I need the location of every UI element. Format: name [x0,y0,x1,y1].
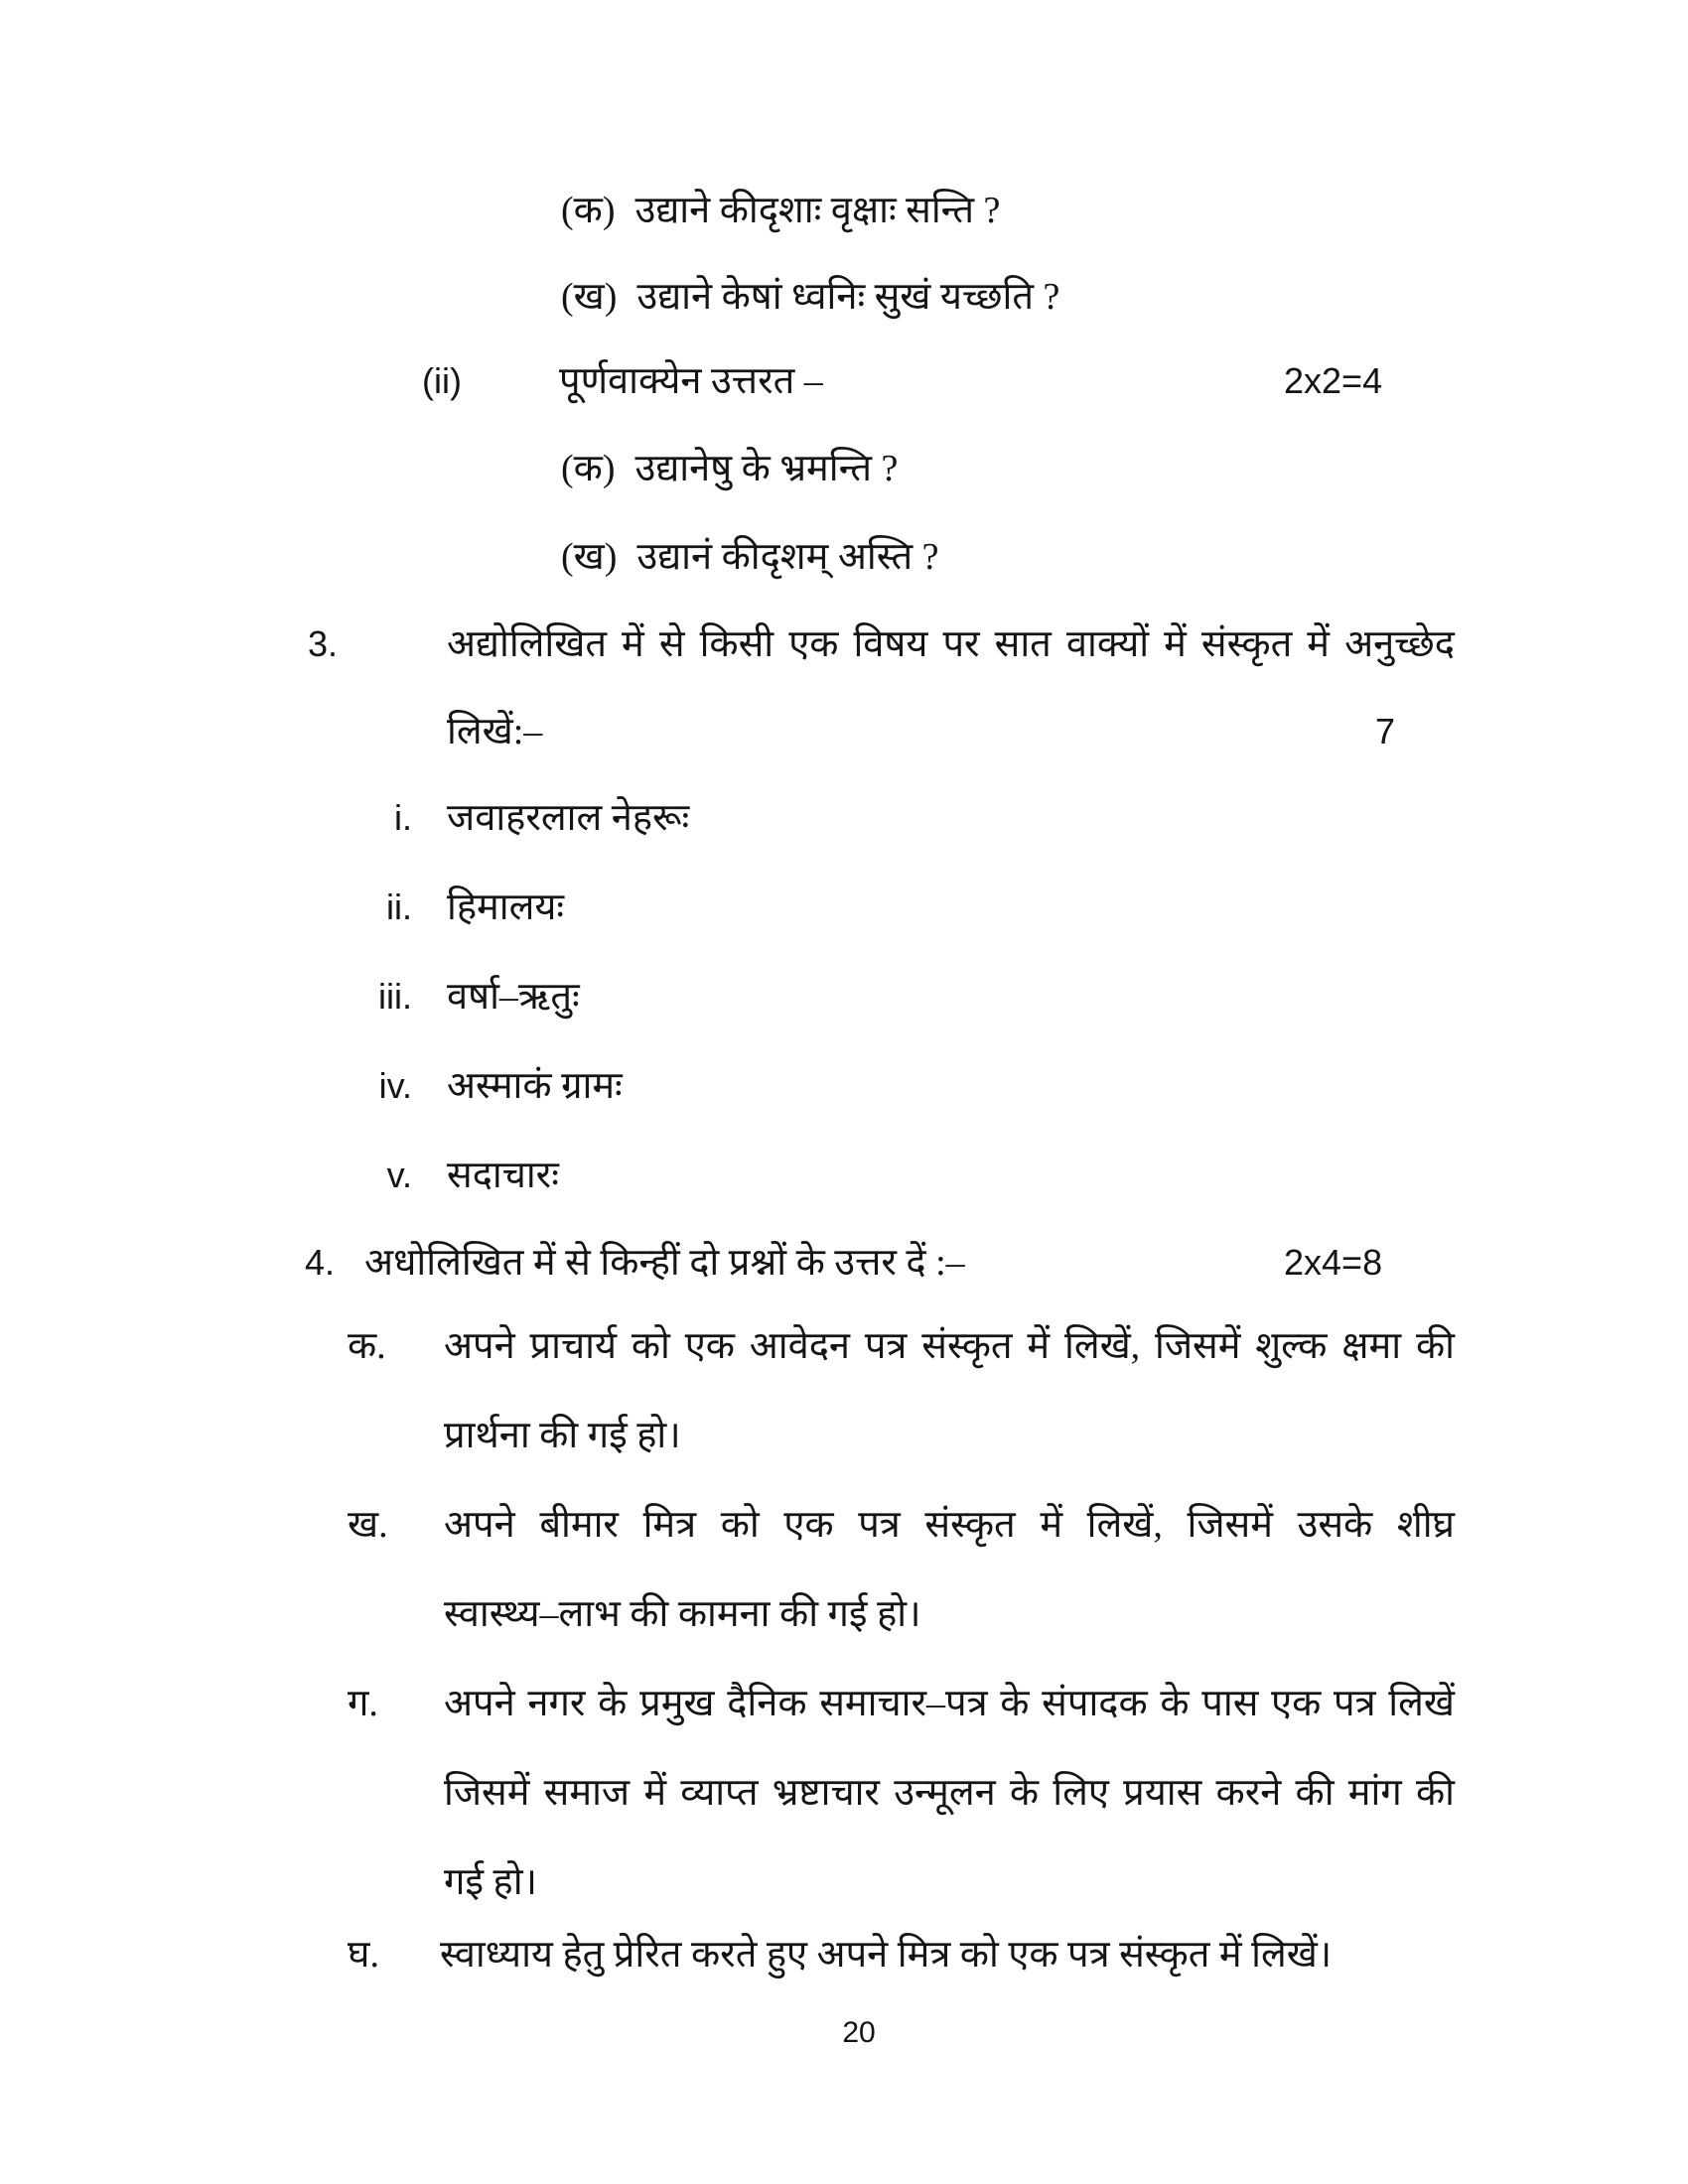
q3-marks: 7 [1375,711,1396,751]
q3-topic-1-numeral: i. [394,797,412,838]
sub-question-text: उद्यानं कीदृशम् अस्ति ? [636,536,939,578]
q3-topic-4-text: अस्माकं ग्रामः [447,1065,623,1107]
q4-sub-kha-line2: स्वास्थ्य–लाभ की कामना की गई हो। [444,1593,921,1635]
q2-part-ii-sub-b [561,533,939,581]
q3-topic-1-text: जवाहरलाल नेहरूः [447,797,690,839]
sub-question-text: उद्यानेषु के भ्रमन्ति ? [634,448,899,489]
q4-sub-ga-line1: अपने नगर के प्रमुख दैनिक समाचार–पत्र के संपादक के पास एक पत्र लिखें [444,1683,1455,1724]
q4-sub-gha-label: घ. [348,1934,379,1976]
sub-question-label: (क) [561,448,616,489]
q4-sub-ka-line1: अपने प्राचार्य को एक आवेदन पत्र संस्कृत में लिखें, जिसमें शुल्क क्षमा की [444,1325,1455,1367]
sub-question-text: उद्याने कीदृशाः वृक्षाः सन्ति ? [634,190,1001,231]
q3-topic-5-numeral: v. [386,1155,412,1195]
sub-question-label: (क) [561,190,616,231]
q3-topic-3-text: वर्षा–ऋतुः [447,976,580,1018]
q3-topic-4-numeral: iv. [378,1065,412,1106]
q4-sub-kha-label: ख. [348,1504,388,1546]
sub-question-label: (ख) [561,276,618,318]
q4-number: 4. [305,1242,336,1283]
page-number: 20 [842,2016,876,2049]
q3-text-line1: अद्योलिखित में से किसी एक विषय पर सात वाक्यों में संस्कृत में अनुच्छेद [447,623,1455,665]
q2-part-ii-sub-a [561,445,898,492]
q4-sub-kha-line1: अपने बीमार मित्र को एक पत्र संस्कृत में लिखें, जिसमें उसके शीघ्र [444,1504,1455,1546]
q4-sub-ga-line3: गई हो। [444,1861,537,1903]
q2-part-ii-text: पूर्णवाक्येन उत्तरत – [559,360,823,402]
q2-part-ii-label: (ii) [422,360,462,401]
q3-topic-3-numeral: iii. [378,976,412,1017]
q4-sub-ka-line2: प्रार्थना की गई हो। [444,1415,681,1456]
q4-marks: 2x4=8 [1284,1242,1383,1283]
q4-sub-ka-label: क. [348,1325,386,1367]
q3-topic-5-text: सदाचारः [447,1155,559,1196]
q4-sub-ga-label: ग. [348,1683,378,1724]
q3-text-line2: लिखें:– [447,711,543,752]
q4-sub-gha-line1: स्वाध्याय हेतु प्रेरित करते हुए अपने मित्र को एक पत्र संस्कृत में लिखें। [440,1934,1333,1976]
q2-part-ii-marks: 2x2=4 [1284,360,1383,401]
q3-topic-2-text: हिमालयः [447,887,565,928]
sub-question-label: (ख) [561,536,618,578]
q2-part-i-sub-a [561,187,1000,234]
sub-question-text: उद्याने केषां ध्वनिः सुखं यच्छति ? [636,276,1060,318]
q4-text: अधोलिखित में से किन्हीं दो प्रश्नों के उत्तर दें :– [364,1242,965,1284]
q3-topic-2-numeral: ii. [386,887,412,927]
q3-number: 3. [308,623,339,664]
q4-sub-ga-line2: जिसमें समाज में व्याप्त भ्रष्टाचार उन्मूलन के लिए प्रयास करने की मांग की [444,1772,1455,1814]
q2-part-i-sub-b [561,273,1059,321]
